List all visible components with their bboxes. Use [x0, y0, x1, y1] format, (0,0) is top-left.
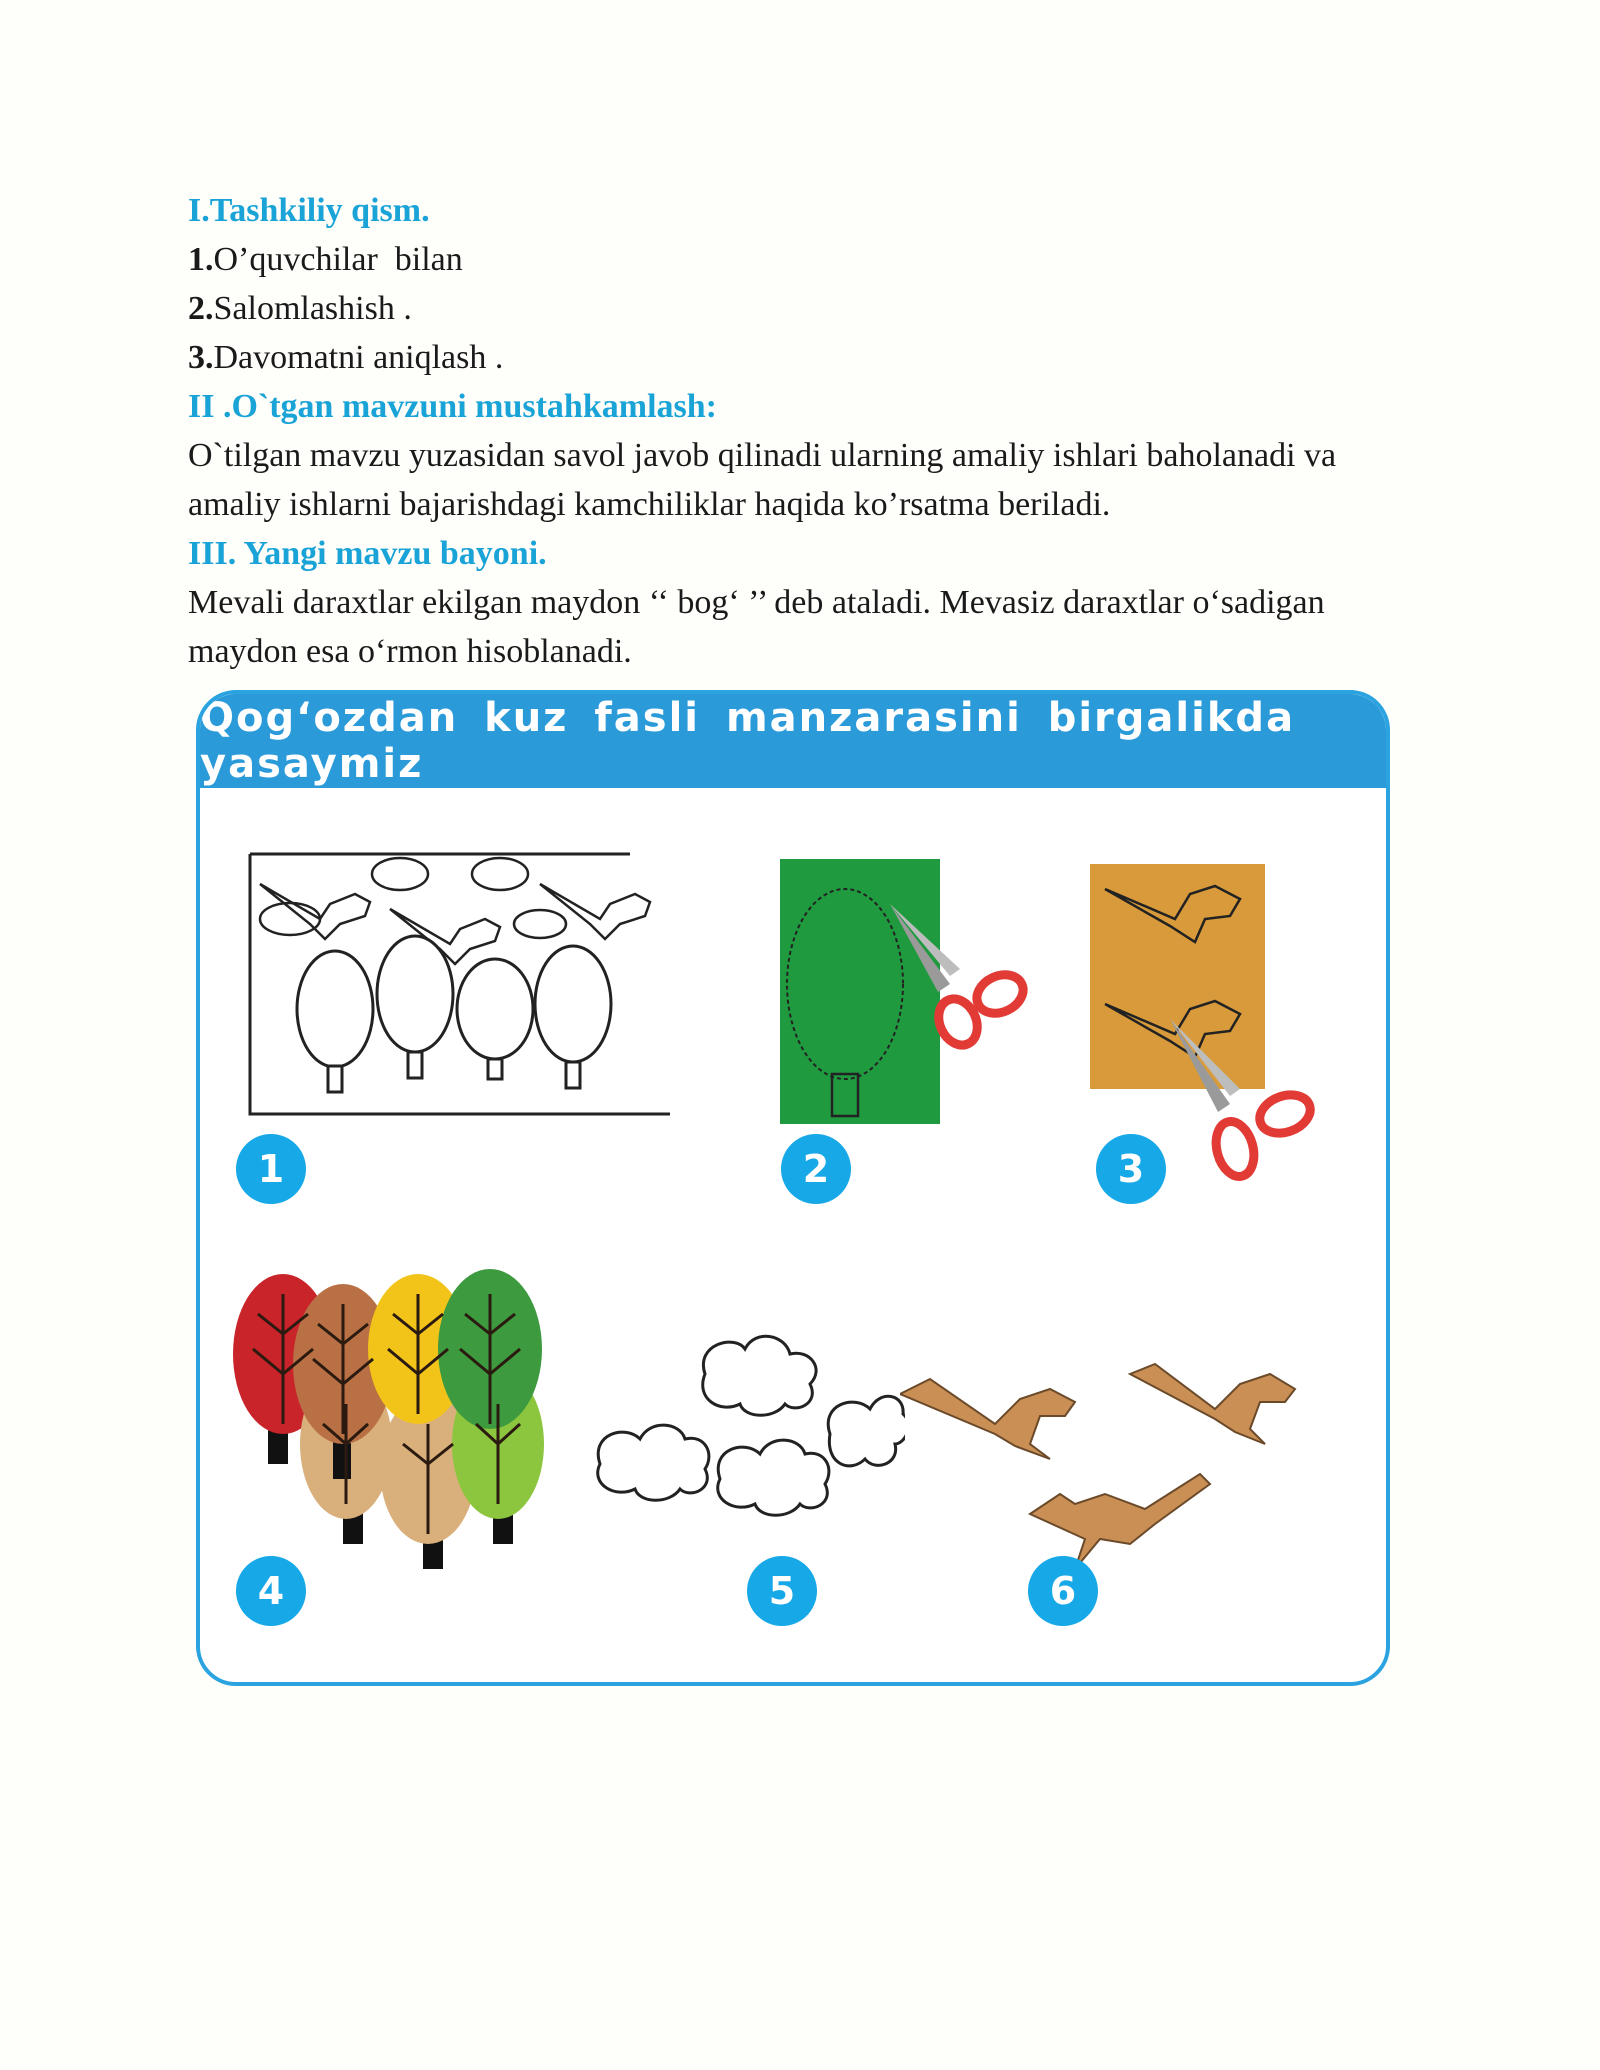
section-2-heading: II .O`tgan mavzuni mustahkamlash:	[188, 388, 717, 425]
list-item	[188, 333, 1418, 382]
item-text: Salomlashish .	[213, 290, 412, 327]
figure-title: Qog‘ozdan kuz fasli manzarasini birgalikda yasaymiz	[200, 695, 1296, 787]
section-3-body: Mevali daraxtlar ekilgan maydon ‘‘ bog‘ ’’ deb ataladi. Mevasiz daraxtlar o‘sadigan maydon esa o‘rmon hisoblanadi.	[188, 584, 1325, 670]
step-2-cut-tree	[780, 854, 1040, 1134]
section-2-body: O`tilgan mavzu yuzasidan savol javob qilinadi ularning amaliy ishlari baholanadi va amaliy ishlarni bajarishdagi kamchiliklar haqida ko’rsatma beriladi.	[188, 437, 1337, 523]
step-badge-1: 1	[236, 1134, 306, 1204]
step-badge-2: 2	[781, 1134, 851, 1204]
step-badge-3: 3	[1096, 1134, 1166, 1204]
item-text: Davomatni aniqlash .	[213, 339, 504, 376]
item-number: 1.	[188, 241, 214, 278]
step-badge-4: 4	[236, 1556, 306, 1626]
step-6-birds	[900, 1354, 1370, 1604]
step-badge-6: 6	[1028, 1556, 1098, 1626]
craft-illustration	[196, 690, 1390, 1686]
item-number: 3.	[188, 339, 214, 376]
step-1-outline-drawing	[240, 844, 680, 1124]
step-badge-5: 5	[747, 1556, 817, 1626]
tree-icon	[297, 936, 611, 1092]
item-text: O’quvchilar bilan	[213, 241, 463, 278]
cloud-icon	[598, 1336, 905, 1515]
list-item	[188, 235, 1418, 284]
section-1-heading: I.Tashkiliy qism.	[188, 192, 430, 229]
figure-header	[200, 694, 1386, 788]
item-number: 2.	[188, 290, 214, 327]
step-4-colored-trees	[228, 1254, 568, 1574]
list-item	[188, 284, 1418, 333]
bird-icon	[900, 1364, 1295, 1569]
lesson-text	[188, 186, 1418, 676]
section-3-heading: III. Yangi mavzu bayoni.	[188, 535, 547, 572]
step-5-clouds	[585, 1304, 905, 1544]
